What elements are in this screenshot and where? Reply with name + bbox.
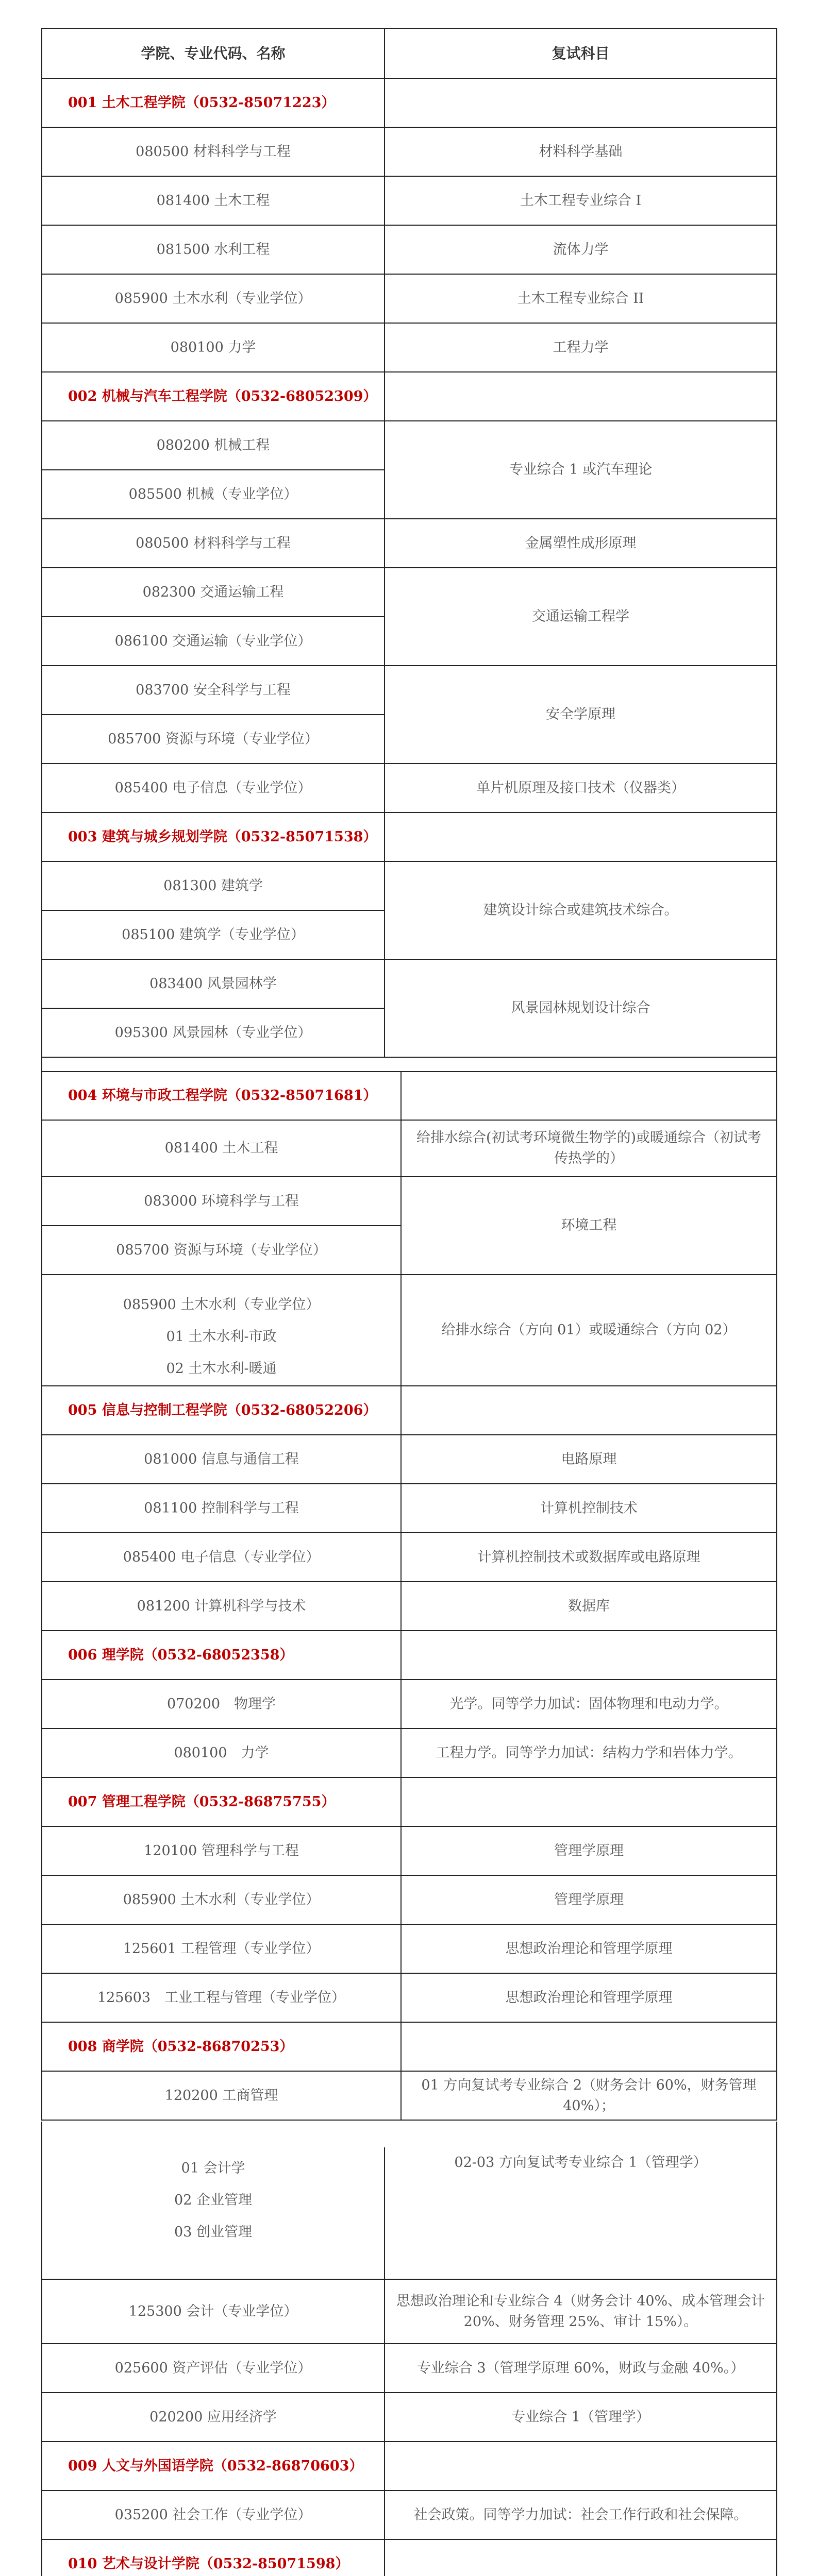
table-row — [42, 1680, 777, 1728]
table-row — [42, 1973, 777, 2022]
college-name: 001 土木工程学院（0532-85071223） — [42, 78, 385, 127]
college-name: 005 信息与控制工程学院（0532-68052206） — [42, 1386, 401, 1435]
major-cell: 085700 资源与环境（专业学位） — [42, 1226, 401, 1275]
subject-cell: 风景园林规划设计综合 — [385, 959, 777, 1057]
table-row — [42, 1826, 777, 1875]
empty-cell — [401, 1386, 777, 1435]
subject-cell: 给排水综合（方向 01）或暖通综合（方向 02） — [401, 1275, 777, 1386]
table-part-2 — [41, 1071, 777, 2121]
major-cell: 025600 资产评估（专业学位） — [42, 2344, 385, 2393]
subject-cell: 专业综合 1（管理学） — [385, 2393, 777, 2442]
subject-cell: 土木工程专业综合 II — [385, 274, 777, 323]
major-cell: 020200 应用经济学 — [42, 2393, 385, 2442]
table-row — [42, 1120, 777, 1177]
subject-cell: 思想政治理论和专业综合 4（财务会计 40%、成本管理会计 20%、财务管理 25%、审计 15%）。 — [385, 2279, 777, 2344]
college-row — [42, 812, 777, 861]
subject-cell: 材料科学基础 — [385, 127, 777, 176]
major-cell: 083700 安全科学与工程 — [42, 666, 385, 715]
major-cell: 080500 材料科学与工程 — [42, 127, 385, 176]
major-cell: 085900 土木水利（专业学位） — [42, 274, 385, 323]
subject-cell: 专业综合 1 或汽车理论 — [385, 421, 777, 519]
subject-cell: 专业综合 3（管理学原理 60%，财政与金融 40%。） — [385, 2344, 777, 2393]
direction-list — [42, 2147, 385, 2279]
subject-cell: 社会政策。同等学力加试：社会工作行政和社会保障。 — [385, 2490, 777, 2539]
subject-cell: 工程力学。同等学力加试：结构力学和岩体力学。 — [401, 1728, 777, 1777]
major-cell: 083400 风景园林学 — [42, 959, 385, 1008]
college-name: 003 建筑与城乡规划学院（0532-85071538） — [42, 812, 385, 861]
subject-cell: 思想政治理论和管理学原理 — [401, 1924, 777, 1973]
subject-cell: 02-03 方向复试考专业综合 1（管理学） — [385, 2147, 777, 2279]
header-col-subject: 复试科目 — [385, 28, 777, 78]
subject-cell: 流体力学 — [385, 225, 777, 274]
subject-cell: 思想政治理论和管理学原理 — [401, 1973, 777, 2022]
college-name: 008 商学院（0532-86870253） — [42, 2022, 401, 2071]
table-row — [42, 2147, 777, 2279]
table-row — [42, 861, 777, 910]
empty-cell — [401, 1777, 777, 1826]
table-row — [42, 2279, 777, 2344]
direction-item: 03 创业管理 — [174, 2224, 252, 2240]
table-row — [42, 1582, 777, 1631]
major-cell: 125601 工程管理（专业学位） — [42, 1924, 401, 1973]
table-row — [42, 1875, 777, 1924]
major-cell: 081100 控制科学与工程 — [42, 1484, 401, 1533]
subject-cell: 环境工程 — [401, 1177, 777, 1275]
major-cell: 085500 机械（专业学位） — [42, 470, 385, 519]
table-row — [42, 274, 777, 323]
major-cell: 081400 土木工程 — [42, 176, 385, 225]
direction-item: 02 企业管理 — [174, 2192, 252, 2208]
table-row — [42, 1435, 777, 1484]
table-row — [42, 225, 777, 274]
table-row — [42, 568, 777, 617]
college-name: 007 管理工程学院（0532-86875755） — [42, 1777, 401, 1826]
table-part-1 — [41, 28, 777, 1058]
college-name: 009 人文与外国语学院（0532-86870603） — [42, 2442, 385, 2490]
subject-cell: 管理学原理 — [401, 1826, 777, 1875]
subject-cell: 交通运输工程学 — [385, 568, 777, 666]
major-cell: 080100 力学 — [42, 1728, 401, 1777]
subject-cell: 土木工程专业综合 I — [385, 176, 777, 225]
empty-cell — [385, 78, 777, 127]
direction-item: 02 土木水利-暖通 — [166, 1361, 277, 1377]
table-row — [42, 323, 777, 372]
subject-cell: 01 方向复试考专业综合 2（财务会计 60%，财务管理 40%）； — [401, 2071, 777, 2120]
empty-cell — [401, 1072, 777, 1120]
major-cell: 085400 电子信息（专业学位） — [42, 764, 385, 812]
major-cell: 083000 环境科学与工程 — [42, 1177, 401, 1226]
major-cell: 085900 土木水利（专业学位） — [42, 1875, 401, 1924]
table-row — [42, 666, 777, 715]
college-row — [42, 78, 777, 127]
table-row — [42, 764, 777, 812]
major-cell: 081500 水利工程 — [42, 225, 385, 274]
major-cell: 082300 交通运输工程 — [42, 568, 385, 617]
college-row — [42, 1072, 777, 1120]
subject-cell: 安全学原理 — [385, 666, 777, 764]
header-col-major: 学院、专业代码、名称 — [42, 28, 385, 78]
table-row — [42, 176, 777, 225]
table-row — [42, 1177, 777, 1226]
table-row — [42, 2071, 777, 2120]
subject-cell: 给排水综合(初试考环境微生物学的)或暖通综合（初试考传热学的） — [401, 1120, 777, 1177]
major-cell: 085400 电子信息（专业学位） — [42, 1533, 401, 1582]
subject-cell: 光学。同等学力加试：固体物理和电动力学。 — [401, 1680, 777, 1728]
major-name: 085900 土木水利（专业学位） — [123, 1297, 320, 1313]
major-cell: 080100 力学 — [42, 323, 385, 372]
major-cell: 070200 物理学 — [42, 1680, 401, 1728]
college-row — [42, 1631, 777, 1680]
major-cell: 120100 管理科学与工程 — [42, 1826, 401, 1875]
major-cell: 125603 工业工程与管理（专业学位） — [42, 1973, 401, 2022]
subject-cell: 工程力学 — [385, 323, 777, 372]
table-part-3 — [41, 2147, 777, 2576]
table-row — [42, 1484, 777, 1533]
subject-cell: 数据库 — [401, 1582, 777, 1631]
major-cell: 081400 土木工程 — [42, 1120, 401, 1177]
table-row — [42, 519, 777, 568]
major-cell: 085700 资源与环境（专业学位） — [42, 715, 385, 764]
subject-cell: 管理学原理 — [401, 1875, 777, 1924]
college-name: 006 理学院（0532-68052358） — [42, 1631, 401, 1680]
major-cell: 125300 会计（专业学位） — [42, 2279, 385, 2344]
college-row — [42, 1386, 777, 1435]
empty-cell — [401, 1631, 777, 1680]
college-row — [42, 2539, 777, 2576]
major-cell-with-directions — [42, 1275, 401, 1386]
major-cell: 035200 社会工作（专业学位） — [42, 2490, 385, 2539]
major-cell: 081000 信息与通信工程 — [42, 1435, 401, 1484]
table-row — [42, 1275, 777, 1386]
table-row — [42, 1728, 777, 1777]
table-row — [42, 127, 777, 176]
college-row — [42, 372, 777, 421]
major-cell: 120200 工商管理 — [42, 2071, 401, 2120]
college-name: 002 机械与汽车工程学院（0532-68052309） — [42, 372, 385, 421]
table-row — [42, 2490, 777, 2539]
subject-cell: 金属塑性成形原理 — [385, 519, 777, 568]
direction-item: 01 土木水利-市政 — [166, 1329, 277, 1345]
subject-cell: 建筑设计综合或建筑技术综合。 — [385, 861, 777, 959]
empty-cell — [385, 812, 777, 861]
subject-cell: 单片机原理及接口技术（仪器类） — [385, 764, 777, 812]
table-row — [42, 1533, 777, 1582]
header-row — [42, 28, 777, 78]
direction-item: 01 会计学 — [181, 2160, 245, 2176]
major-cell: 081200 计算机科学与技术 — [42, 1582, 401, 1631]
subject-cell: 计算机控制技术 — [401, 1484, 777, 1533]
college-row — [42, 2442, 777, 2490]
college-name: 004 环境与市政工程学院（0532-85071681） — [42, 1072, 401, 1120]
empty-cell — [401, 2022, 777, 2071]
table-row — [42, 2393, 777, 2442]
empty-cell — [385, 372, 777, 421]
table-row — [42, 959, 777, 1008]
table-row — [42, 2344, 777, 2393]
college-name: 010 艺术与设计学院（0532-85071598） — [42, 2539, 385, 2576]
college-row — [42, 2022, 777, 2071]
major-cell: 080200 机械工程 — [42, 421, 385, 470]
subject-cell: 计算机控制技术或数据库或电路原理 — [401, 1533, 777, 1582]
major-cell: 081300 建筑学 — [42, 861, 385, 910]
subject-cell: 电路原理 — [401, 1435, 777, 1484]
major-cell: 086100 交通运输（专业学位） — [42, 617, 385, 666]
table-row — [42, 421, 777, 470]
table-row — [42, 1924, 777, 1973]
major-cell: 080500 材料科学与工程 — [42, 519, 385, 568]
major-cell: 095300 风景园林（专业学位） — [42, 1008, 385, 1057]
empty-cell — [385, 2442, 777, 2490]
college-row — [42, 1777, 777, 1826]
empty-cell — [385, 2539, 777, 2576]
major-cell: 085100 建筑学（专业学位） — [42, 910, 385, 959]
